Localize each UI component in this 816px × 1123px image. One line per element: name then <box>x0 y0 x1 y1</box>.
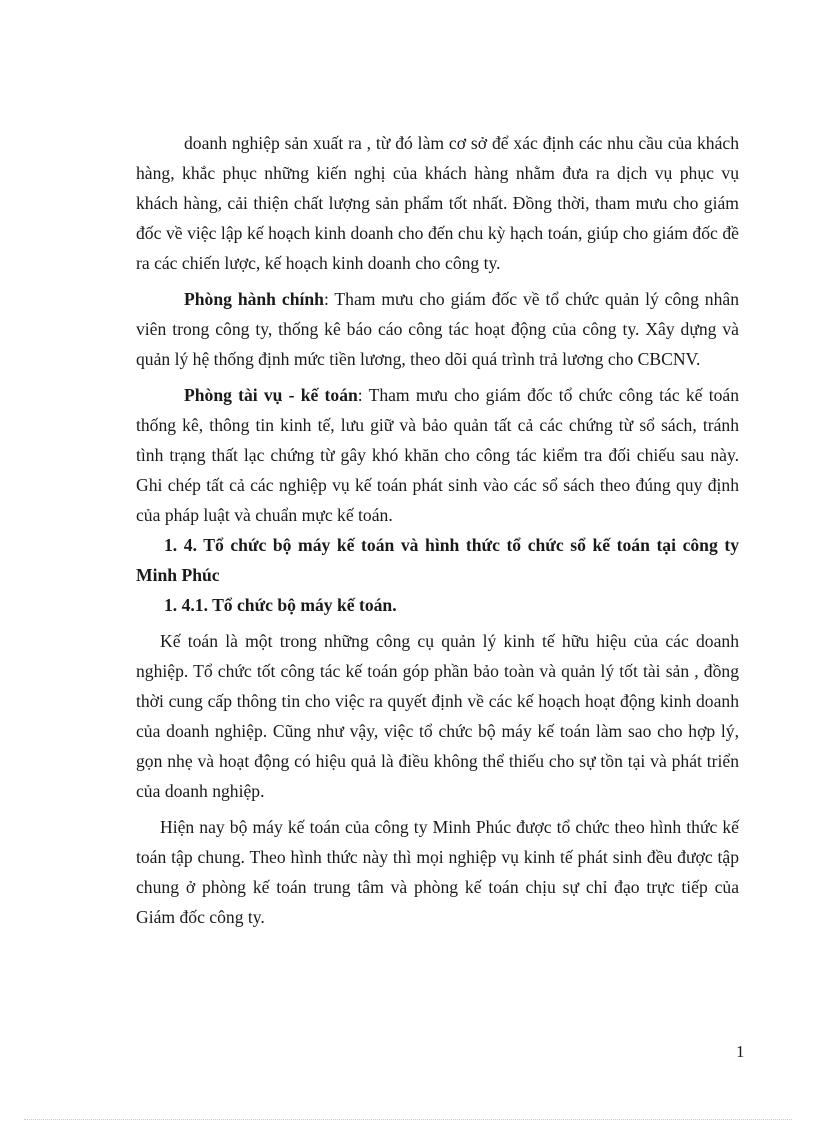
paragraph-accounting-role: Kế toán là một trong những công cụ quản lý kinh tế hữu hiệu của các doanh nghiệp. Tổ chức tốt công tác kế toán góp phần bảo toàn và quản lý tốt tài sản , đồng thời cung cấp thông tin cho việc ra quyết định về các kế hoạch hoạt động kinh doanh của doanh nghiệp. Cũng như vậy, việc tổ chức bộ máy kế toán làm sao cho hợp lý, gọn nhẹ và hoạt động có hiệu quả là điều không thể thiếu cho sự tồn tại và phát triển của doanh nghiệp. <box>136 631 739 801</box>
page-number: 1 <box>736 1042 745 1061</box>
footer-divider <box>24 1119 792 1120</box>
administration-department-label: Phòng hành chính <box>184 289 324 309</box>
paragraph-accounting-organization: Hiện nay bộ máy kế toán của công ty Minh Phúc được tổ chức theo hình thức kế toán tập chung. Theo hình thức này thì mọi nghiệp vụ kinh tế phát sinh đều được tập chung ở phòng kế toán trung tâm và phòng kế toán chịu sự chỉ đạo trực tiếp của Giám đốc công ty. <box>136 817 739 927</box>
paragraph-administration-department <box>136 284 739 374</box>
document-page <box>136 128 739 932</box>
paragraph-finance-accounting-department <box>136 380 739 530</box>
section-heading-1-4-1: 1. 4.1. Tổ chức bộ máy kế toán. <box>164 595 397 615</box>
section-heading-1-4: 1. 4. Tổ chức bộ máy kế toán và hình thức tổ chức sổ kế toán tại công ty Minh Phúc <box>136 535 739 585</box>
paragraph-customer-service: doanh nghiệp sản xuất ra , từ đó làm cơ sở để xác định các nhu cầu của khách hàng, khắc phục những kiến nghị của khách hàng nhằm đưa ra dịch vụ phục vụ khách hàng, cải thiện chất lượng sản phẩm tốt nhất. Đồng thời, tham mưu cho giám đốc về việc lập kế hoạch kinh doanh cho đến chu kỳ hạch toán, giúp cho giám đốc đề ra các chiến lược, kế hoạch kinh doanh cho công ty. <box>136 133 739 273</box>
administration-department-text: : Tham mưu cho giám đốc về tổ chức quản lý công nhân viên trong công ty, thống kê báo cáo công tác hoạt động của công ty. Xây dựng và quản lý hệ thống định mức tiền lương, theo dõi quá trình trả lương cho CBCNV. <box>136 289 739 369</box>
finance-accounting-department-label: Phòng tài vụ - kế toán <box>184 385 358 405</box>
finance-accounting-department-text: : Tham mưu cho giám đốc tổ chức công tác kế toán thống kê, thông tin kinh tế, lưu giữ và bảo quản tất cả các chứng từ sổ sách, tránh tình trạng thất lạc chứng từ gây khó khăn cho công tác kiểm tra đối chiếu sau này. Ghi chép tất cả các nghiệp vụ kế toán phát sinh vào các sổ sách theo đúng quy định của pháp luật và chuẩn mực kế toán. <box>136 385 739 525</box>
